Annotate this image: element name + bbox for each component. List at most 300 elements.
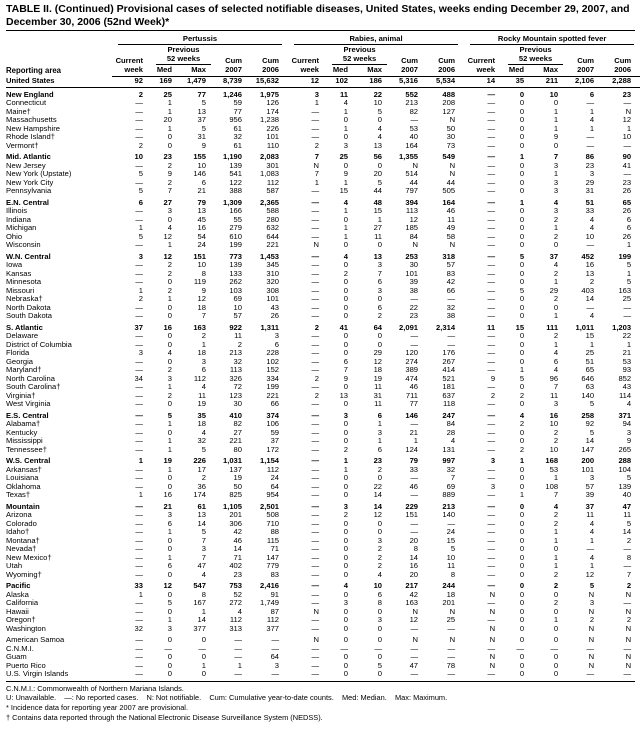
table-row — [6, 278, 640, 287]
value-cell: 1 — [626, 124, 632, 133]
value-cell: 2 — [377, 465, 383, 474]
value-cell: 1 — [553, 278, 559, 287]
value-cell: 29 — [585, 178, 595, 187]
value-cell: 167 — [193, 599, 206, 608]
value-cell: — — [311, 357, 320, 366]
year-2007-label: 2007 — [391, 65, 427, 77]
value-cell: 23 — [622, 89, 632, 99]
reporting-area-cell: Virginia† — [6, 391, 36, 400]
value-cell: 402 — [229, 562, 242, 571]
value-cell: 20 — [163, 116, 172, 125]
value-cell: — — [135, 366, 143, 375]
value-cell: 119 — [193, 278, 206, 287]
value-cell: 114 — [619, 391, 632, 400]
value-cell: 3 — [343, 501, 349, 511]
value-cell: 1 — [138, 286, 143, 295]
value-cell: 10 — [549, 89, 559, 99]
value-cell: — — [311, 295, 320, 304]
value-cell: 3 — [553, 207, 559, 216]
value-cell: — — [311, 661, 320, 670]
value-cell: 52 — [233, 590, 242, 599]
value-cell: 5 — [626, 278, 632, 287]
value-cell: 1,749 — [260, 599, 280, 608]
value-cell: 59 — [233, 99, 242, 108]
reporting-area-cell: Nevada† — [6, 545, 37, 554]
table-row — [6, 207, 640, 216]
value-cell: 0 — [343, 528, 349, 537]
value-cell: — — [135, 312, 143, 321]
reporting-area-cell: E.N. Central — [6, 197, 50, 207]
value-cell: 7 — [314, 170, 320, 179]
table-row — [6, 483, 640, 492]
value-cell: — — [311, 491, 320, 500]
reporting-area-cell: District of Columbia — [6, 340, 72, 349]
value-cell: 1 — [343, 178, 349, 187]
value-cell: 113 — [405, 207, 419, 216]
value-cell: 10 — [134, 152, 143, 162]
value-cell: 163 — [193, 322, 206, 332]
value-cell: 10 — [233, 303, 242, 312]
value-cell: — — [487, 232, 496, 241]
value-cell: 1,154 — [260, 456, 280, 466]
table-row — [6, 545, 640, 554]
value-cell: 4 — [589, 519, 595, 528]
value-cell: 1,190 — [222, 152, 242, 162]
table-row — [6, 591, 640, 600]
value-cell: 0 — [343, 286, 349, 295]
max-label: Max — [181, 65, 215, 77]
value-cell: — — [623, 99, 632, 108]
value-cell: 15,632 — [251, 77, 288, 88]
value-cell: — — [410, 295, 419, 304]
value-cell: 3 — [274, 661, 280, 670]
value-cell: 0 — [519, 465, 525, 474]
value-cell: 0 — [343, 616, 349, 625]
value-cell: — — [311, 644, 320, 653]
value-cell: 0 — [519, 312, 525, 321]
value-cell: 226 — [266, 124, 280, 133]
value-cell: 552 — [405, 89, 419, 99]
value-cell: 1 — [167, 383, 172, 392]
value-cell: 13 — [197, 107, 206, 116]
value-cell: 30 — [446, 133, 456, 142]
value-cell: 0 — [553, 141, 559, 150]
value-cell: N — [449, 635, 456, 645]
med-label: Med — [152, 65, 181, 77]
value-cell: — — [410, 116, 419, 125]
value-cell: — — [487, 261, 496, 270]
value-cell: 0 — [519, 383, 525, 392]
value-cell: 1 — [519, 197, 525, 207]
value-cell: 0 — [377, 116, 383, 125]
value-cell: 0 — [167, 590, 172, 599]
value-cell: — — [311, 269, 320, 278]
value-cell: 82 — [233, 420, 242, 429]
value-cell: 0 — [377, 653, 383, 662]
value-cell: 0 — [519, 661, 525, 670]
value-cell: 50 — [446, 124, 456, 133]
value-cell: 0 — [519, 170, 525, 179]
value-cell: 825 — [229, 491, 242, 500]
table-row — [6, 77, 640, 88]
value-cell: N — [625, 590, 632, 599]
value-cell: — — [586, 133, 595, 142]
year-2007-label: 2007 — [567, 65, 603, 77]
value-cell: — — [198, 644, 206, 653]
value-cell: — — [374, 644, 383, 653]
value-cell: 2 — [343, 511, 349, 520]
value-cell: 4 — [589, 215, 595, 224]
value-cell: 389 — [405, 366, 419, 375]
value-cell: 0 — [343, 116, 349, 125]
value-cell: 0 — [343, 491, 349, 500]
value-cell: 1 — [553, 116, 559, 125]
value-cell: — — [311, 420, 320, 429]
value-cell: 371 — [618, 410, 632, 420]
value-cell: 32 — [446, 303, 456, 312]
table-row — [6, 520, 640, 529]
value-cell: — — [487, 670, 496, 679]
value-cell: — — [311, 581, 320, 591]
value-cell: 1 — [589, 107, 595, 116]
value-cell: 2 — [519, 391, 525, 400]
value-cell: 0 — [519, 161, 525, 170]
value-cell: 0 — [553, 624, 559, 633]
value-cell: 0 — [519, 332, 525, 341]
value-cell: — — [311, 474, 320, 483]
value-cell: 199 — [266, 383, 280, 392]
value-cell: 6 — [201, 178, 206, 187]
value-cell: 0 — [167, 670, 172, 679]
value-cell: 644 — [266, 232, 280, 241]
table-row — [6, 170, 640, 179]
value-cell: 4 — [589, 224, 595, 233]
value-cell: 3 — [343, 141, 349, 150]
value-cell: 10 — [549, 420, 559, 429]
value-cell: 11 — [447, 215, 456, 224]
value-cell: 14 — [409, 553, 419, 562]
cum-label: Cum — [438, 56, 456, 66]
value-cell: 0 — [519, 99, 525, 108]
value-cell: 92 — [585, 420, 595, 429]
value-cell: 954 — [266, 491, 280, 500]
value-cell: 22 — [409, 303, 419, 312]
value-cell: 0 — [519, 400, 525, 409]
value-cell: 0 — [519, 357, 525, 366]
value-cell: 11 — [487, 322, 496, 332]
value-cell: — — [447, 624, 456, 633]
value-cell: 0 — [519, 562, 525, 571]
value-cell: — — [311, 519, 320, 528]
value-cell: — — [135, 528, 143, 537]
value-cell: 1 — [519, 366, 525, 375]
table-row — [6, 528, 640, 537]
value-cell: 0 — [519, 607, 525, 616]
value-cell: 4 — [553, 197, 559, 207]
table-row — [6, 87, 640, 99]
value-cell: 65 — [585, 366, 595, 375]
value-cell: 0 — [377, 607, 383, 616]
value-cell: 5 — [377, 661, 383, 670]
value-cell: — — [311, 545, 320, 554]
value-cell: 2 — [167, 391, 172, 400]
reporting-area-cell: New Hampshire — [6, 124, 61, 133]
value-cell: 306 — [229, 519, 242, 528]
value-cell: 124 — [405, 445, 419, 454]
table-row — [6, 233, 640, 242]
value-cell: — — [234, 635, 242, 645]
cum-label: Cum — [614, 56, 632, 66]
value-cell: N — [588, 661, 595, 670]
value-cell: 1 — [553, 562, 559, 571]
value-cell: — — [135, 178, 143, 187]
value-cell: 0 — [553, 99, 559, 108]
value-cell: 13 — [585, 269, 595, 278]
value-cell: — — [487, 124, 496, 133]
value-cell: 146 — [193, 170, 206, 179]
value-cell: 43 — [270, 303, 280, 312]
value-cell: 3 — [589, 170, 595, 179]
value-cell: — — [234, 670, 242, 679]
value-cell: 19 — [163, 456, 172, 466]
value-cell: 0 — [519, 670, 525, 679]
value-cell: 0 — [343, 241, 349, 250]
value-cell: 1 — [553, 536, 559, 545]
value-cell: 163 — [405, 599, 419, 608]
table-row — [6, 108, 640, 117]
value-cell: 228 — [266, 349, 280, 358]
value-cell: 0 — [519, 295, 525, 304]
value-cell: 0 — [519, 303, 525, 312]
value-cell: 41 — [622, 161, 632, 170]
value-cell: — — [311, 261, 320, 270]
value-cell: 2 — [138, 295, 143, 304]
value-cell: 0 — [343, 635, 349, 645]
value-cell: 199 — [229, 241, 242, 250]
value-cell: 16 — [163, 322, 172, 332]
value-cell: 101 — [405, 269, 419, 278]
value-cell: N — [449, 607, 456, 616]
value-cell: — — [311, 599, 320, 608]
value-cell: 2 — [553, 232, 559, 241]
table-row — [6, 400, 640, 409]
value-cell: 0 — [519, 570, 525, 579]
value-cell: 4 — [343, 197, 349, 207]
value-cell: 1 — [167, 616, 172, 625]
med-label: Med — [328, 65, 357, 77]
value-cell: 39 — [585, 491, 595, 500]
value-cell: — — [311, 251, 320, 261]
value-cell: 45 — [197, 215, 206, 224]
reporting-area-cell: Indiana — [6, 215, 31, 224]
value-cell: 1 — [343, 124, 349, 133]
value-cell: 10 — [446, 553, 456, 562]
value-cell: 244 — [442, 581, 456, 591]
value-cell: 753 — [229, 581, 242, 591]
value-cell: 7 — [626, 570, 632, 579]
value-cell: 0 — [343, 437, 349, 446]
value-cell: 82 — [409, 107, 419, 116]
value-cell: 26 — [270, 312, 280, 321]
value-cell: 42 — [446, 278, 456, 287]
reporting-area-header: Reporting area — [6, 65, 62, 75]
value-cell: 12 — [163, 232, 172, 241]
value-cell: — — [623, 670, 632, 679]
value-cell: 122 — [229, 178, 242, 187]
value-cell: N — [588, 635, 595, 645]
reporting-area-cell: New York City — [6, 178, 54, 187]
reporting-area-cell: Oregon† — [6, 616, 36, 625]
value-cell: 1 — [138, 456, 143, 466]
value-cell: 213 — [229, 349, 242, 358]
value-cell: 3 — [626, 428, 632, 437]
value-cell: 5,534 — [427, 77, 464, 88]
value-cell: 2 — [626, 536, 632, 545]
table-row — [6, 133, 640, 142]
value-cell: 313 — [229, 624, 242, 633]
value-cell: N — [625, 653, 632, 662]
reporting-area-cell: Utah — [6, 562, 23, 571]
value-cell: 2,501 — [260, 501, 280, 511]
value-cell: 1 — [589, 340, 595, 349]
reporting-area-cell: Montana† — [6, 536, 40, 545]
table-row — [6, 625, 640, 634]
value-cell: 50 — [233, 482, 242, 491]
value-cell: 25 — [446, 616, 456, 625]
value-cell: 1 — [138, 224, 143, 233]
value-cell: 185 — [405, 224, 419, 233]
value-cell: 0 — [343, 133, 349, 142]
value-cell: 1 — [413, 437, 419, 446]
value-cell: 1,311 — [260, 322, 280, 332]
value-cell: 0 — [343, 624, 349, 633]
value-cell: 33 — [134, 581, 143, 591]
max-label: Max — [533, 65, 567, 77]
value-cell: 12 — [288, 77, 328, 88]
reporting-area-cell: West Virginia — [6, 400, 51, 409]
value-cell: 452 — [581, 251, 595, 261]
footnotes — [6, 681, 635, 723]
value-cell: 104 — [618, 465, 632, 474]
value-cell: 5 — [138, 170, 143, 179]
value-cell: — — [311, 501, 320, 511]
table-row — [6, 616, 640, 625]
value-cell: N — [625, 635, 632, 645]
value-cell: 5 — [519, 286, 525, 295]
value-cell: 5 — [589, 400, 595, 409]
value-cell: — — [487, 141, 496, 150]
value-cell: — — [311, 562, 320, 571]
value-cell: 15 — [339, 187, 349, 196]
value-cell: 35 — [197, 410, 206, 420]
value-cell: 69 — [233, 295, 242, 304]
value-cell: — — [311, 428, 320, 437]
value-cell: 43 — [622, 383, 632, 392]
value-cell: 0 — [553, 590, 559, 599]
value-cell: — — [487, 644, 496, 653]
value-cell: — — [447, 340, 456, 349]
value-cell: 83 — [446, 269, 456, 278]
value-cell: 0 — [343, 261, 349, 270]
value-cell: N — [588, 624, 595, 633]
value-cell: 25 — [622, 295, 632, 304]
value-cell: 16 — [409, 562, 419, 571]
value-cell: 0 — [519, 474, 525, 483]
value-cell: — — [135, 116, 143, 125]
value-cell: 1 — [167, 295, 172, 304]
table-row — [6, 562, 640, 571]
value-cell: 16 — [549, 410, 559, 420]
reporting-area-cell: New Jersey — [6, 161, 46, 170]
year-2006-label: 2006 — [427, 65, 464, 77]
value-cell: 9 — [553, 133, 559, 142]
value-cell: 208 — [442, 99, 456, 108]
value-cell: 8 — [413, 545, 419, 554]
value-cell: 77 — [197, 89, 206, 99]
value-cell: 310 — [266, 269, 280, 278]
reporting-area-cell: Georgia — [6, 357, 34, 366]
value-cell: N — [449, 170, 456, 179]
value-cell: 49 — [446, 224, 456, 233]
value-cell: 69 — [446, 482, 456, 491]
value-cell: 2 — [314, 322, 320, 332]
value-cell: 11 — [550, 391, 559, 400]
value-cell: — — [135, 607, 143, 616]
value-cell: 5 — [201, 124, 206, 133]
value-cell: — — [271, 670, 280, 679]
reporting-area-cell: Rhode Island† — [6, 133, 55, 142]
reporting-area-cell: Pacific — [6, 581, 31, 591]
value-cell: 7 — [450, 474, 456, 483]
value-cell: 35 — [504, 77, 533, 88]
value-cell: 12 — [373, 357, 383, 366]
value-cell: — — [135, 410, 143, 420]
value-cell: 63 — [585, 383, 595, 392]
value-cell: 5 — [377, 107, 383, 116]
value-cell: 31 — [585, 187, 595, 196]
value-cell: 7 — [201, 553, 206, 562]
value-cell: 274 — [405, 357, 419, 366]
value-cell: 4 — [553, 349, 559, 358]
table-row — [6, 250, 640, 262]
value-cell: 92 — [112, 77, 152, 88]
value-cell: — — [586, 303, 595, 312]
table-row — [6, 554, 640, 563]
value-cell: 1 — [167, 465, 172, 474]
value-cell: 3 — [167, 207, 172, 216]
value-cell: 5 — [201, 445, 206, 454]
value-cell: 32 — [233, 133, 242, 142]
value-cell: — — [135, 511, 143, 520]
value-cell: 46 — [446, 207, 456, 216]
value-cell: 1 — [343, 465, 349, 474]
value-cell: — — [487, 357, 496, 366]
value-cell: 5 — [167, 410, 172, 420]
value-cell: 0 — [377, 635, 383, 645]
reporting-area-cell: South Dakota — [6, 312, 53, 321]
reporting-area-cell: Colorado — [6, 519, 37, 528]
value-cell: — — [487, 207, 496, 216]
value-cell: 1,011 — [575, 322, 595, 332]
reporting-area-cell: Idaho† — [6, 528, 30, 537]
value-cell: 24 — [270, 474, 280, 483]
value-cell: 3 — [138, 251, 143, 261]
value-cell: 0 — [519, 616, 525, 625]
value-cell: 83 — [270, 570, 280, 579]
value-cell: 55 — [233, 215, 242, 224]
value-cell: 51 — [585, 357, 595, 366]
cum-label: Cum — [577, 56, 595, 66]
